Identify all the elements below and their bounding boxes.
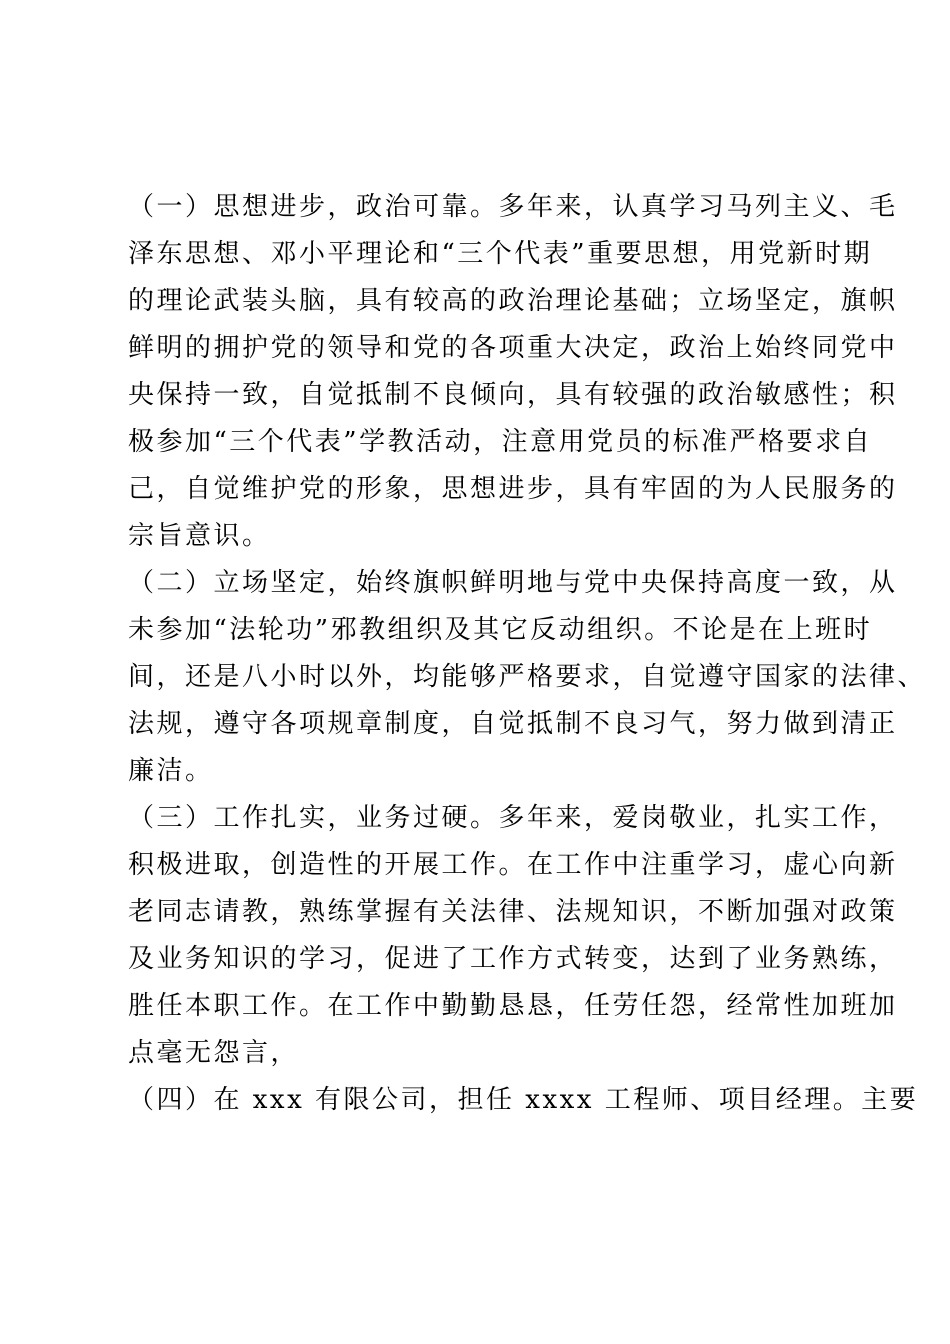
text-line: 及业务知识的学习，促进了工作方式转变，达到了业务熟练， [128, 944, 898, 974]
text-line: 积极进取，创造性的开展工作。在工作中注重学习，虚心向新 [128, 850, 898, 880]
text-line: （二）立场坚定，始终旗帜鲜明地与党中央保持高度一致，从 [128, 568, 898, 598]
text-line: （四）在 xxx 有限公司，担任 xxxx 工程师、项目经理。主要 [128, 1085, 919, 1115]
text-line: 央保持一致，自觉抵制不良倾向，具有较强的政治敏感性；积 [128, 380, 898, 410]
text-line: 间，还是八小时以外，均能够严格要求，自觉遵守国家的法律、 [128, 662, 927, 692]
text-line: 法规，遵守各项规章制度，自觉抵制不良习气，努力做到清正 [128, 709, 898, 739]
text-line: （三）工作扎实，业务过硬。多年来，爱岗敬业，扎实工作， [128, 803, 898, 833]
text-line: 未参加“法轮功”邪教组织及其它反动组织。不论是在上班时 [128, 615, 873, 645]
text-line: （一）思想进步，政治可靠。多年来，认真学习马列主义、毛 [128, 192, 898, 222]
text-line: 极参加“三个代表”学教活动，注意用党员的标准严格要求自 [128, 427, 873, 457]
text-line: 鲜明的拥护党的领导和党的各项重大决定，政治上始终同党中 [128, 333, 898, 363]
text-line: 点毫无怨言， [128, 1038, 300, 1068]
text-line: 泽东思想、邓小平理论和“三个代表”重要思想，用党新时期 [128, 239, 873, 269]
text-line: 老同志请教，熟练掌握有关法律、法规知识，不断加强对政策 [128, 897, 898, 927]
text-line: 的理论武装头脑，具有较高的政治理论基础；立场坚定，旗帜 [128, 286, 898, 316]
text-line: 宗旨意识。 [128, 521, 271, 551]
document-body [128, 184, 927, 1124]
text-line: 廉洁。 [128, 756, 214, 786]
text-line: 胜任本职工作。在工作中勤勤恳恳，任劳任怨，经常性加班加 [128, 991, 898, 1021]
text-line: 己，自觉维护党的形象，思想进步，具有牢固的为人民服务的 [128, 474, 898, 504]
